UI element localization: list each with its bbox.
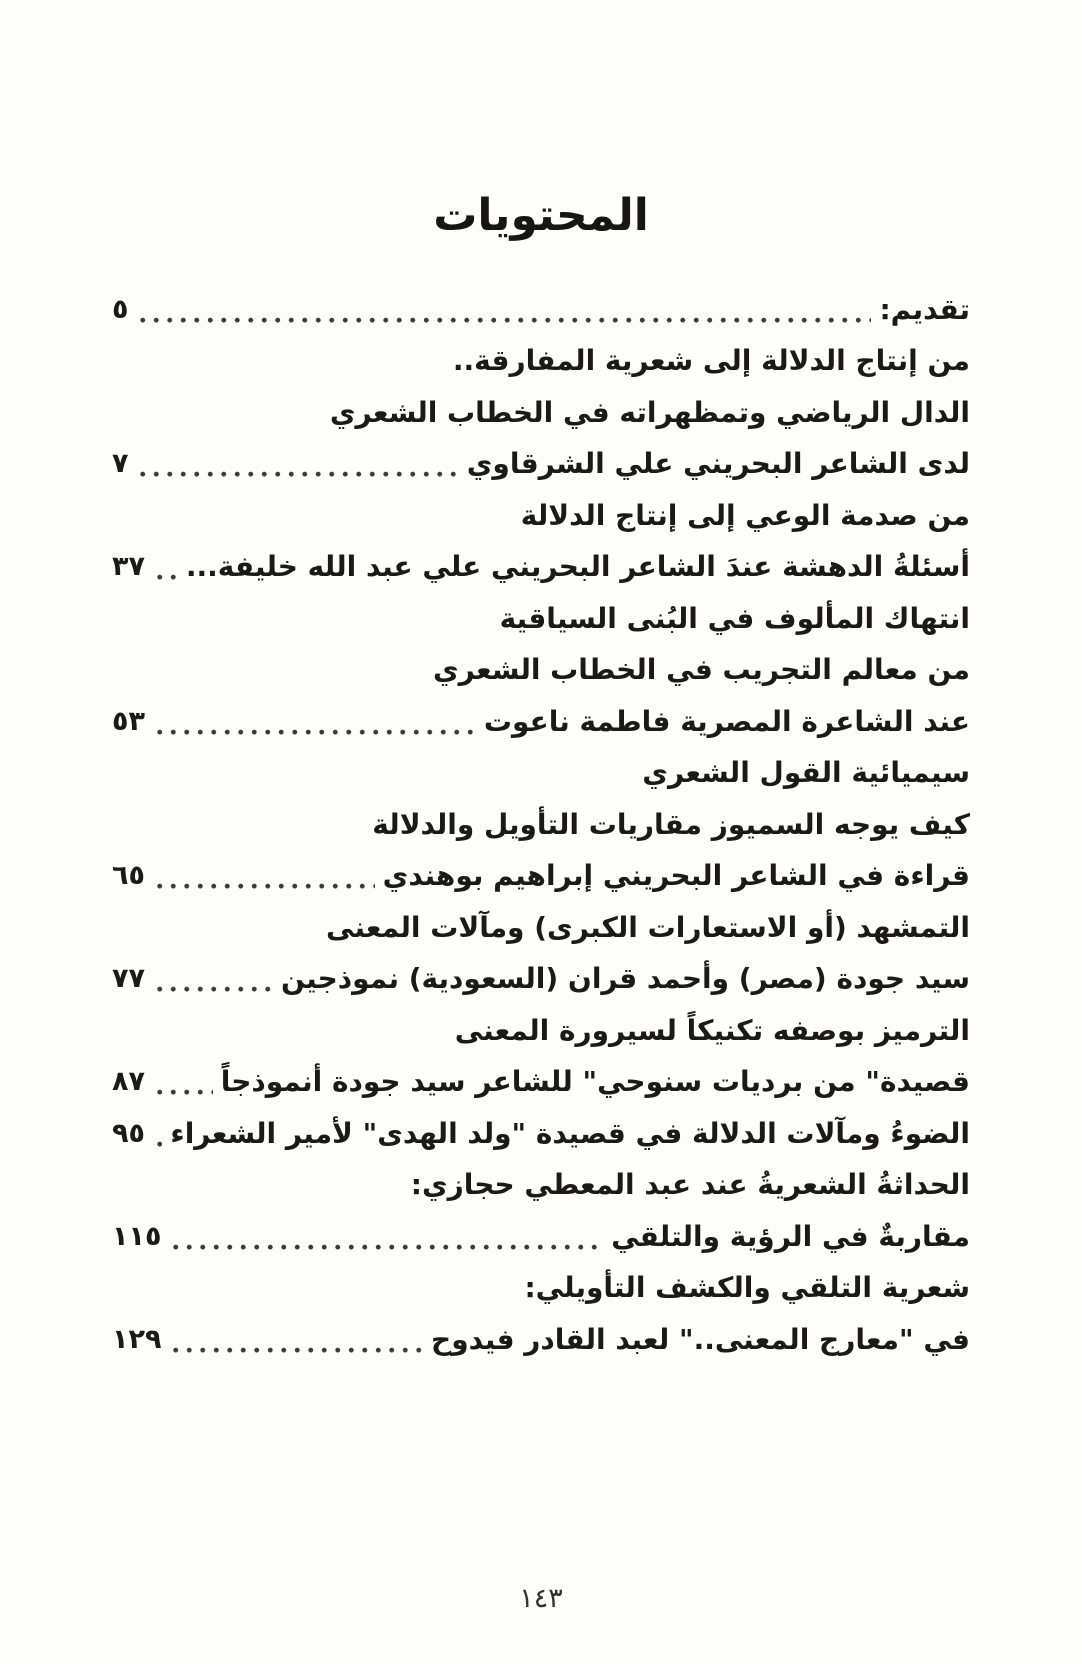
dot-leader (136, 287, 871, 333)
toc-entry (112, 693, 970, 745)
toc-entry-page-number: ٧ (112, 448, 129, 479)
toc-entry-title: مقاربةٌ في الرؤية والتلقي (611, 1219, 970, 1253)
toc-entry-title: سيميائية القول الشعري (642, 756, 970, 789)
toc-entry (112, 1002, 970, 1054)
dot-leader (153, 699, 476, 745)
toc-entry (112, 1260, 970, 1312)
toc-entry-title: الدال الرياضي وتمظهراته في الخطاب الشعري (329, 395, 970, 429)
toc-entry-title: سيد جودة (مصر) وأحمد قران (السعودية) نموذجين (280, 962, 970, 995)
toc-entry-page-number: ١١٥ (112, 1220, 162, 1252)
footer-page-number: ١٤٣ (519, 1583, 563, 1614)
toc-entry-title: من صدمة الوعي إلى إنتاج الدلالة (520, 498, 970, 532)
toc-entry-title: التمشهد (أو الاستعارات الكبرى) ومآلات المعنى (326, 910, 970, 944)
toc-entry-title: أسئلةُ الدهشة عندَ الشاعر البحريني علي عبد الله خليفة... (185, 550, 970, 583)
toc-entry-title: الحداثةُ الشعريةُ عند عبد المعطي حجازي: (410, 1168, 970, 1201)
toc-entry-page-number: ٥ (112, 293, 129, 325)
toc-entry-title: قراءة في الشاعر البحريني إبراهيم بوهندي (382, 859, 970, 892)
dot-leader (136, 441, 458, 487)
toc-entry (112, 590, 970, 642)
dot-leader (153, 544, 178, 590)
toc-entry (112, 1105, 970, 1157)
toc-entry (112, 796, 970, 848)
toc-entry (112, 384, 970, 436)
toc-entry (112, 899, 970, 951)
toc-entry-page-number: ٨٧ (112, 1066, 145, 1097)
toc-entry-title: كيف يوجه السميوز مقاريات التأويل والدلالة (372, 807, 970, 841)
toc-list (112, 281, 970, 1363)
toc-entry-page-number: ٧٧ (112, 963, 145, 994)
toc-entry (112, 539, 970, 591)
toc-entry-title: تقديم: (879, 292, 970, 326)
toc-entry-title: لدى الشاعر البحريني علي الشرقاوي (466, 447, 970, 480)
toc-entry-title: الضوءُ ومآلات الدلالة في قصيدة "ولد الهدى" لأمير الشعراء (170, 1116, 970, 1150)
toc-entry-page-number: ١٢٩ (112, 1323, 162, 1355)
toc-entry (112, 745, 970, 797)
toc-entry (112, 436, 970, 488)
dot-leader (153, 1111, 162, 1157)
toc-entry-title: في "معارج المعنى.." لعبد القادر فيدوح (431, 1322, 970, 1356)
toc-entry (112, 642, 970, 694)
toc-entry-page-number: ٣٧ (112, 551, 145, 582)
page-title: المحتويات (433, 190, 649, 241)
toc-entry (112, 487, 970, 539)
dot-leader (169, 1214, 603, 1260)
dot-leader (169, 1317, 423, 1363)
toc-entry-title: عند الشاعرة المصرية فاطمة ناعوت (483, 704, 970, 738)
dot-leader (153, 1059, 213, 1105)
toc-entry-title: قصيدة" من برديات سنوحي" للشاعر سيد جودة أنموذجاً (220, 1065, 970, 1098)
toc-entry-title: شعرية التلقي والكشف التأويلي: (524, 1271, 970, 1304)
toc-entry-page-number: ٦٥ (112, 860, 145, 891)
toc-entry-title: من معالم التجريب في الخطاب الشعري (432, 653, 970, 686)
toc-entry-page-number: ٥٣ (112, 705, 145, 737)
toc-entry-page-number: ٩٥ (112, 1117, 145, 1149)
dot-leader (153, 956, 273, 1002)
toc-entry (112, 1157, 970, 1209)
toc-entry (112, 848, 970, 900)
dot-leader (153, 853, 375, 899)
toc-entry (112, 951, 970, 1003)
toc-entry (112, 1208, 970, 1260)
toc-entry-title: الترميز بوصفه تكنيكاً لسيرورة المعنى (454, 1013, 970, 1047)
toc-entry (112, 333, 970, 385)
toc-entry (112, 1311, 970, 1363)
toc-entry-title: انتهاك المألوف في البُنى السياقية (499, 601, 970, 635)
toc-entry-title: من إنتاج الدلالة إلى شعرية المفارقة.. (452, 344, 970, 377)
toc-entry (112, 281, 970, 333)
toc-entry (112, 1054, 970, 1106)
